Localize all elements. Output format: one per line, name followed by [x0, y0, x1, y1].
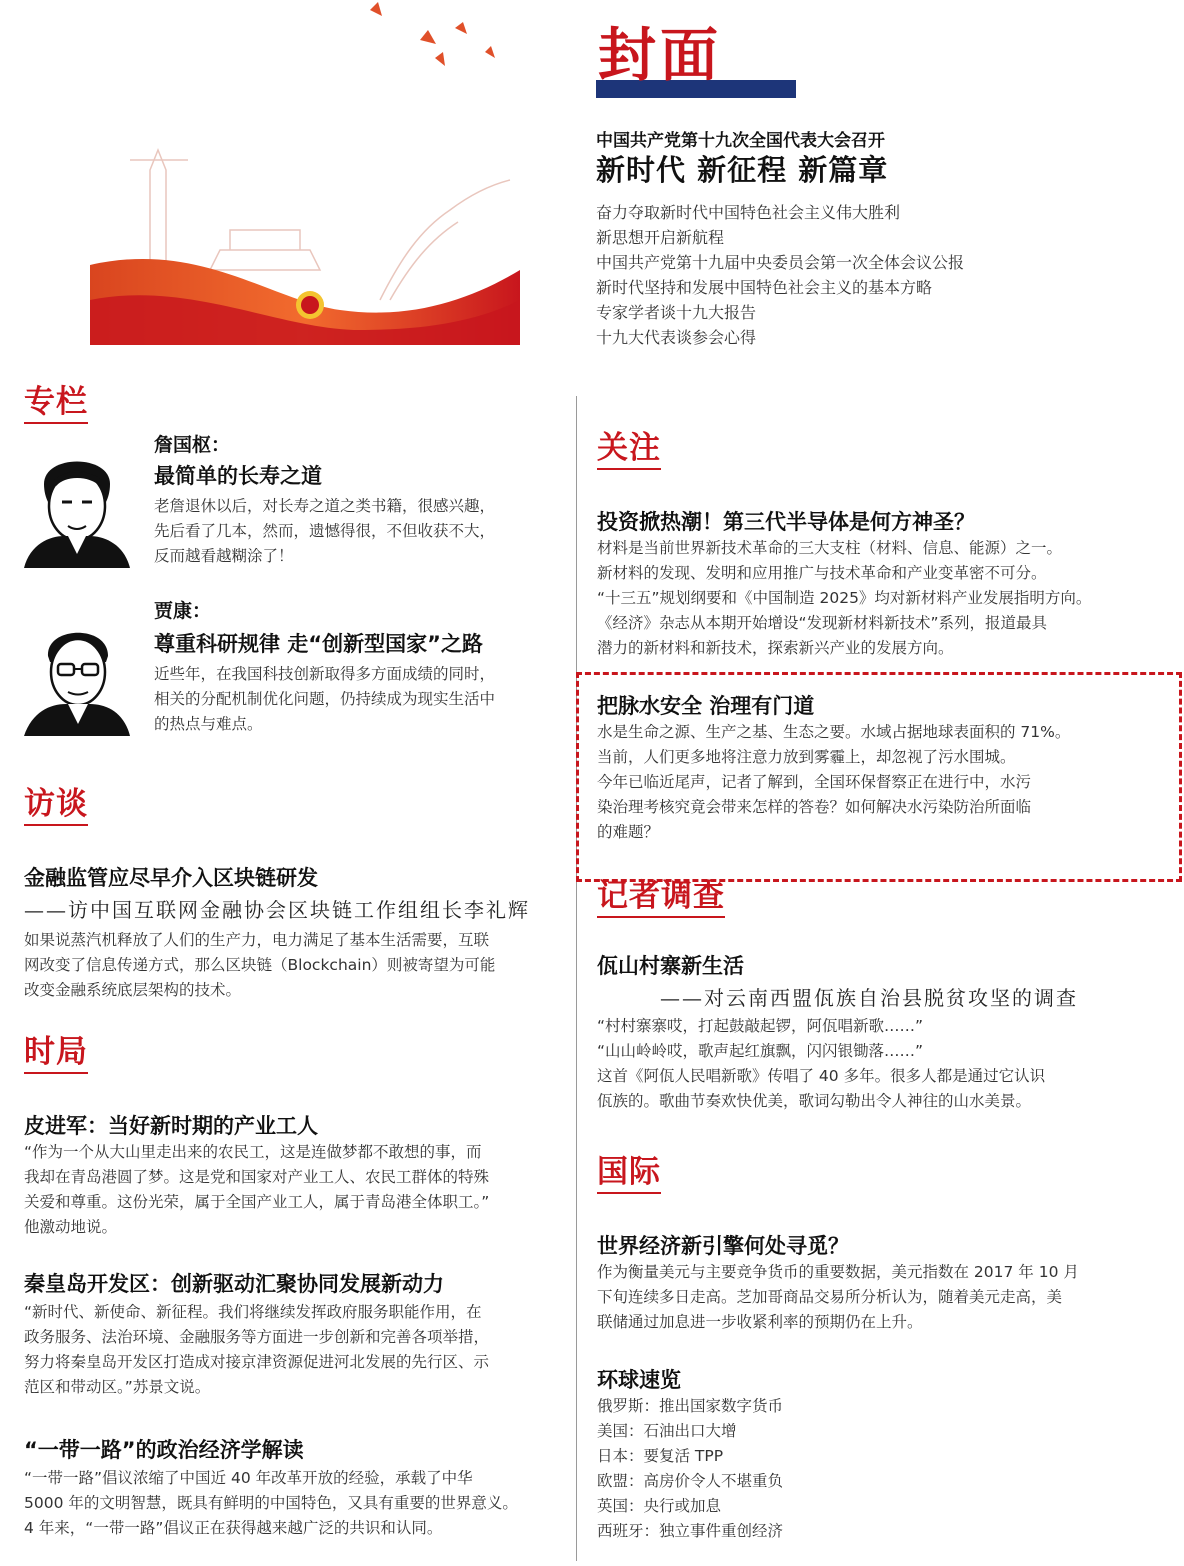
body-line: 4 年来，“一带一路”倡议正在获得越来越广泛的共识和认同。 [24, 1519, 443, 1537]
body-line: 他激动地说。 [24, 1218, 118, 1236]
body-line: 新材料的发现、发明和应用推广与技术革命和产业变革密不可分。 [597, 564, 1047, 582]
article-subtitle: ——访中国互联网金融协会区块链工作组组长李礼辉 [24, 898, 530, 922]
section-title-guanzhu: 关注 [597, 430, 661, 470]
article-body [24, 1140, 489, 1240]
cover-list-item[interactable]: 专家学者谈十九大报告 [596, 303, 757, 322]
article-title[interactable]: 佤山村寨新生活 [597, 954, 744, 978]
body-line: “一带一路”倡议浓缩了中国近 40 年改革开放的经验，承载了中华 [24, 1469, 473, 1487]
cover-list-item[interactable]: 中国共产党第十九届中央委员会第一次全体会议公报 [596, 253, 965, 272]
body-line: 反而越看越糊涂了！ [154, 547, 294, 565]
brief-item[interactable]: 日本：要复活 TPP [597, 1447, 724, 1465]
article-body [597, 1260, 1079, 1335]
body-line: 佤族的。歌曲节奏欢快优美，歌词勾勒出令人神往的山水美景。 [597, 1092, 1032, 1110]
body-line: 材料是当前世界新技术革命的三大支柱（材料、信息、能源）之一。 [597, 539, 1063, 557]
cover-list-item[interactable]: 十九大代表谈参会心得 [596, 328, 757, 347]
body-line: 这首《阿佤人民唱新歌》传唱了 40 多年。很多人都是通过它认识 [597, 1067, 1046, 1085]
article-body [597, 1014, 1045, 1114]
article-author: 贾康： [154, 600, 212, 622]
article-title[interactable]: 把脉水安全 治理有门道 [597, 694, 815, 718]
body-line: “山山岭岭哎，歌声起红旗飘，闪闪银锄落……” [597, 1042, 924, 1060]
cover-list [596, 200, 964, 350]
body-line: 政务服务、法治环境、金融服务等方面进一步创新和完善各项举措， [24, 1328, 490, 1346]
body-line: “村村寨寨哎，打起鼓敲起锣，阿佤唱新歌……” [597, 1017, 924, 1035]
cover-list-item[interactable]: 奋力夺取新时代中国特色社会主义伟大胜利 [596, 203, 901, 222]
body-line: 联储通过加息进一步收紧利率的预期仍在上升。 [597, 1313, 923, 1331]
article-title[interactable]: 投资掀热潮！第三代半导体是何方神圣？ [597, 510, 975, 534]
section-title-guoji: 国际 [597, 1154, 661, 1194]
cover-list-item[interactable]: 新思想开启新航程 [596, 228, 725, 247]
body-line: 当前，人们更多地将注意力放到雾霾上，却忽视了污水围城。 [597, 748, 1016, 766]
column-divider [576, 396, 577, 1561]
section-title-jizhe: 记者调查 [597, 878, 725, 918]
article-title[interactable]: 金融监管应尽早介入区块链研发 [24, 866, 318, 890]
body-line: 老詹退休以后，对长寿之道之类书籍，很感兴趣， [154, 497, 496, 515]
section-title-zhuanlan: 专栏 [24, 384, 88, 424]
brief-item[interactable]: 西班牙：独立事件重创经济 [597, 1522, 784, 1540]
body-line: “十三五”规划纲要和《中国制造 2025》均对新材料产业发展指明方向。 [597, 589, 1092, 607]
body-line: 相关的分配机制优化问题，仍持续成为现实生活中 [154, 690, 496, 708]
article-body [154, 662, 495, 737]
article-body [24, 928, 495, 1003]
section-title-fangtan: 访谈 [24, 786, 88, 826]
body-line: 先后看了几本，然而，遗憾得很，不但收获不大， [154, 522, 496, 540]
body-line: 染治理考核究竟会带来怎样的答卷？如何解决水污染防治所面临 [597, 798, 1032, 816]
body-line: 的热点与难点。 [154, 715, 263, 733]
body-line: 网改变了信息传递方式，那么区块链（Blockchain）则被寄望为可能 [24, 956, 496, 974]
body-line: 我却在青岛港圆了梦。这是党和国家对产业工人、农民工群体的特殊 [24, 1168, 490, 1186]
article-subtitle: ——对云南西盟佤族自治县脱贫攻坚的调查 [660, 986, 1078, 1010]
body-line: 如果说蒸汽机释放了人们的生产力，电力满足了基本生活需要，互联 [24, 931, 490, 949]
cover-section-title: 封面 [598, 21, 723, 89]
body-line: 水是生命之源、生产之基、生态之要。水域占据地球表面积的 71%。 [597, 723, 1071, 741]
cover-kicker: 中国共产党第十九次全国代表大会召开 [596, 131, 885, 151]
body-line: 近些年，在我国科技创新取得多方面成绩的同时， [154, 665, 496, 683]
body-line: 范区和带动区。”苏景文说。 [24, 1378, 211, 1396]
body-line: “作为一个从大山里走出来的农民工，这是连做梦都不敢想的事，而 [24, 1143, 482, 1161]
article-title[interactable]: 皮进军：当好新时期的产业工人 [24, 1114, 318, 1138]
body-line: 5000 年的文明智慧，既具有鲜明的中国特色，又具有重要的世界意义。 [24, 1494, 518, 1512]
article-body [597, 536, 1091, 661]
article-title[interactable]: “一带一路”的政治经济学解读 [24, 1438, 304, 1462]
body-line: 《经济》杂志从本期开始增设“发现新材料新技术”系列，报道最具 [597, 614, 1048, 632]
cover-list-item[interactable]: 新时代坚持和发展中国特色社会主义的基本方略 [596, 278, 933, 297]
portrait-zhan-guoshu [24, 444, 130, 568]
body-line: 关爱和尊重。这份光荣，属于全国产业工人，属于青岛港全体职工。” [24, 1193, 490, 1211]
body-line: 今年已临近尾声，记者了解到，全国环保督察正在进行中，水污 [597, 773, 1032, 791]
article-title[interactable]: 秦皇岛开发区：创新驱动汇聚协同发展新动力 [24, 1272, 444, 1296]
cover-illustration [80, 0, 530, 350]
brief-item[interactable]: 美国：石油出口大增 [597, 1422, 737, 1440]
brief-title: 环球速览 [597, 1368, 681, 1392]
article-title[interactable]: 尊重科研规律 走“创新型国家”之路 [154, 632, 483, 656]
cover-headline: 新时代 新征程 新篇章 [596, 153, 889, 187]
body-line: 改变金融系统底层架构的技术。 [24, 981, 242, 999]
article-author: 詹国枢： [154, 434, 231, 456]
section-title-shiju: 时局 [24, 1034, 88, 1074]
body-line: “新时代、新使命、新征程。我们将继续发挥政府服务职能作用，在 [24, 1303, 482, 1321]
body-line: 的难题？ [597, 823, 660, 841]
brief-item[interactable]: 英国：央行或加息 [597, 1497, 722, 1515]
article-title[interactable]: 世界经济新引擎何处寻觅？ [597, 1234, 849, 1258]
article-body [24, 1466, 518, 1541]
portrait-jia-kang [24, 612, 130, 736]
brief-list [597, 1394, 783, 1544]
brief-item[interactable]: 俄罗斯：推出国家数字货币 [597, 1397, 784, 1415]
article-body [24, 1300, 489, 1400]
brief-item[interactable]: 欧盟：高房价令人不堪重负 [597, 1472, 784, 1490]
body-line: 潜力的新材料和新技术，探索新兴产业的发展方向。 [597, 639, 954, 657]
body-line: 作为衡量美元与主要竞争货币的重要数据，美元指数在 2017 年 10 月 [597, 1263, 1079, 1281]
body-line: 努力将秦皇岛开发区打造成对接京津资源促进河北发展的先行区、示 [24, 1353, 490, 1371]
article-body [154, 494, 495, 569]
article-title[interactable]: 最简单的长寿之道 [154, 464, 322, 488]
article-body [597, 720, 1070, 845]
body-line: 下旬连续多日走高。芝加哥商品交易所分析认为，随着美元走高，美 [597, 1288, 1063, 1306]
